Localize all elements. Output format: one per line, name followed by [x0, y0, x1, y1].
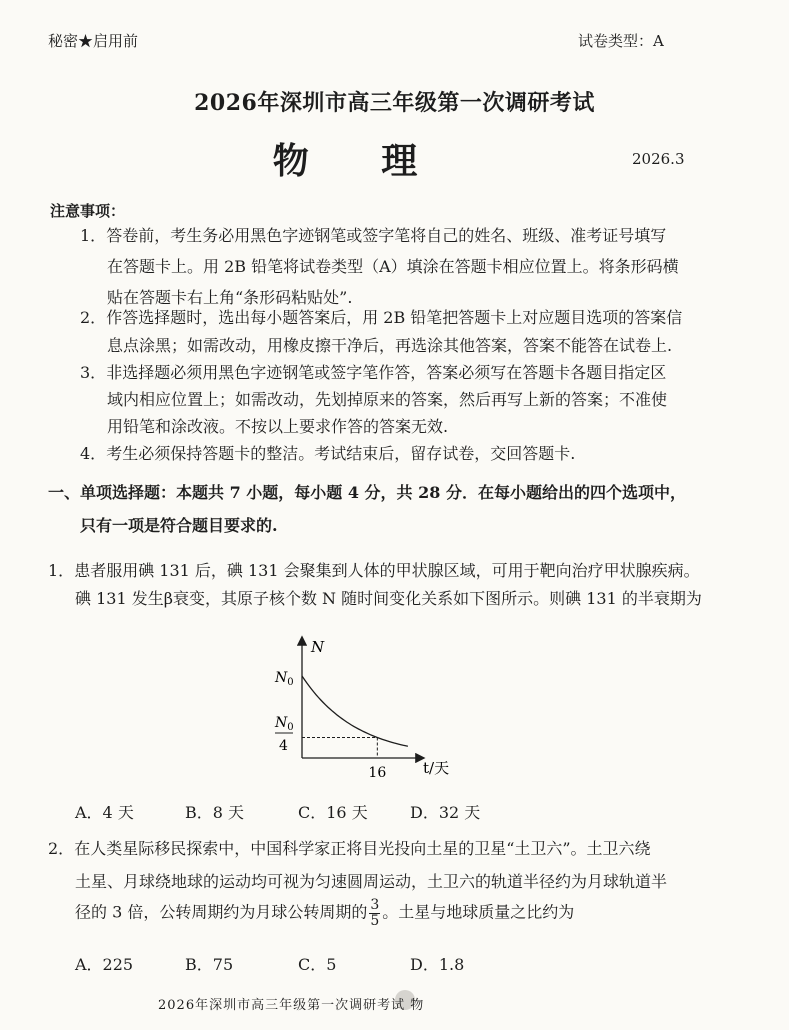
notice-line: 非选择题必须用黑色字迹钢笔或签字笔作答，答案必须写在答题卡各题目指定区 — [106, 363, 667, 382]
notice-line: 作答选择题时，选出每小题答案后，用 2B 铅笔把答题卡上对应题目选项的答案信 — [106, 308, 683, 327]
page-footer: 2026年深圳市高三年级第一次调研考试 物 — [158, 998, 425, 1013]
y-tick-n0: $N_0$ — [275, 670, 294, 688]
subject-title: 物 理 — [272, 140, 448, 182]
confidential-label: 秘密★启用前 — [48, 32, 139, 50]
section-1-heading-cont: 只有一项是符合题目要求的. — [80, 516, 278, 535]
exam-date: 2026.3 — [632, 150, 685, 168]
notice-heading: 注意事项： — [50, 202, 126, 220]
notice-line: 贴在答题卡右上角“条形码粘贴处”. — [107, 288, 353, 307]
q1-option-b[interactable]: B．8 天 — [185, 803, 245, 822]
paper-type-label: 试卷类型：A — [578, 32, 664, 50]
q2-option-c[interactable]: C．5 — [298, 955, 337, 974]
question-text: 患者服用碘 131 后，碘 131 会聚集到人体的甲状腺区域，可用于靶向治疗甲状腺疾病。 — [74, 561, 700, 580]
section-1-heading: 一、单项选择题：本题共 7 小题，每小题 4 分，共 28 分．在每小题给出的四个选项中， — [48, 483, 686, 502]
q2-option-a[interactable]: A．225 — [75, 955, 134, 974]
question-num: 2． — [48, 839, 75, 858]
decay-chart — [265, 630, 465, 780]
notice-num: 3． — [80, 363, 107, 382]
notice-line: 在答题卡上。用 2B 铅笔将试卷类型（A）填涂在答题卡相应位置上。将条形码横 — [107, 257, 679, 276]
notice-num: 1． — [80, 226, 107, 245]
question-text — [75, 898, 574, 928]
q2-option-d[interactable]: D．1.8 — [410, 955, 465, 974]
question-text: 在人类星际移民探索中，中国科学家正将目光投向土星的卫星“土卫六”。土卫六绕 — [74, 839, 651, 858]
notice-line: 域内相应位置上；如需改动，先划掉原来的答案，然后再写上新的答案；不准使 — [107, 390, 668, 409]
y-axis-label: N — [311, 638, 325, 656]
question-text: 碘 131 发生β衰变，其原子核个数 N 随时间变化关系如下图所示。则碘 131 的半衰期为 — [75, 589, 702, 608]
y-tick-frac-den: 4 — [279, 738, 288, 754]
y-tick-frac-num: $N_0$ — [275, 715, 294, 733]
notice-line: 息点涂黑；如需改动，用橡皮擦干净后，再选涂其他答案，答案不能答在试卷上. — [107, 336, 673, 355]
q2-option-b[interactable]: B．75 — [185, 955, 234, 974]
x-axis-label: t/天 — [423, 759, 450, 777]
notice-num: 2． — [80, 308, 107, 327]
q1-option-d[interactable]: D．32 天 — [410, 803, 481, 822]
decay-curve — [302, 676, 408, 746]
question-text-post: 。土星与地球质量之比约为 — [382, 902, 575, 922]
question-num: 1． — [48, 561, 75, 580]
fraction-3-5: $\frac{3}{5}$ — [370, 897, 380, 929]
notice-num: 4． — [80, 444, 107, 463]
question-text: 土星、月球绕地球的运动均可视为匀速圆周运动，土卫六的轨道半径约为月球轨道半 — [75, 872, 668, 891]
notice-line: 考生必须保持答题卡的整洁。考试结束后，留存试卷，交回答题卡. — [106, 444, 576, 463]
q1-option-c[interactable]: C．16 天 — [298, 803, 368, 822]
exam-title: 2026年深圳市高三年级第一次调研考试 — [194, 90, 595, 116]
notice-line: 答卷前，考生务必用黑色字迹钢笔或签字笔将自己的姓名、班级、准考证号填写 — [106, 226, 667, 245]
x-tick-16: 16 — [368, 765, 387, 780]
q1-option-a[interactable]: A．4 天 — [75, 803, 134, 822]
notice-line: 用铅笔和涂改液。不按以上要求作答的答案无效. — [107, 417, 449, 436]
question-text-pre: 径的 3 倍，公转周期约为月球公转周期的 — [75, 902, 368, 922]
